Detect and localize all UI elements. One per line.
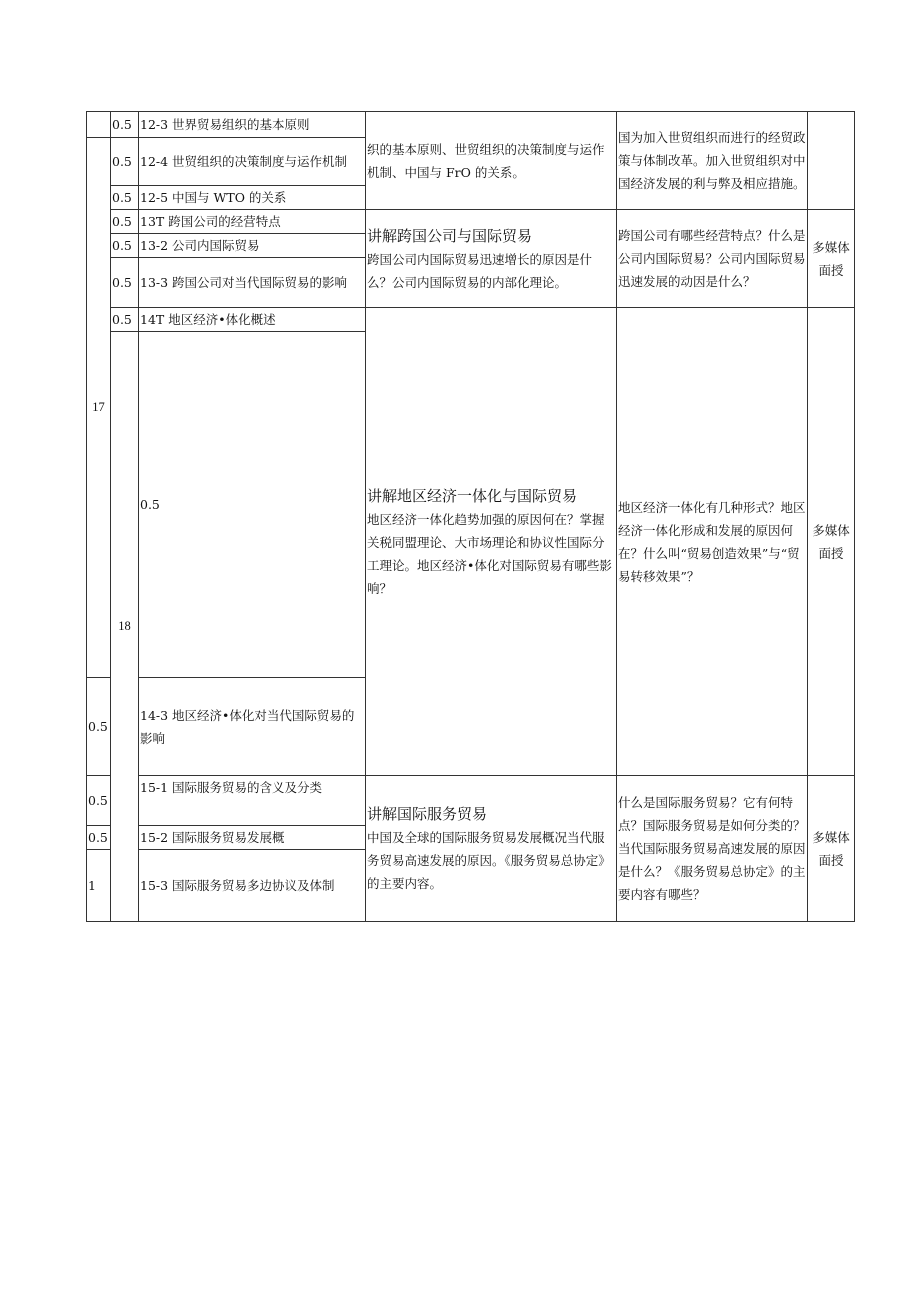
content-text: 中国及全球的国际服务贸易发展概况当代服务贸易高速发展的原因。《服务贸易总协定》的主要内容。 [367, 830, 611, 891]
questions-cell: 国为加入世贸组织而进行的经贸政策与体制改革。加入世贸组织对中国经济发展的利与弊及相应措施。 [617, 112, 808, 210]
topic-cell: 12-3 世界贸易组织的基本原则 [139, 112, 366, 138]
topic-cell: 15-3 国际服务贸易多边协议及体制 [139, 850, 366, 922]
mode-cell: 多媒体面授 [808, 210, 855, 308]
table-row [87, 776, 855, 826]
hours-cell: 1 [87, 850, 111, 922]
topic-cell: 12-4 世贸组织的决策制度与运作机制 [139, 138, 366, 186]
topic-cell: 13T 跨国公司的经营特点 [139, 210, 366, 234]
mode-cell: 多媒体面授 [808, 776, 855, 922]
hours-cell: 0.5 [87, 826, 111, 850]
hours-cell: 0.5 [111, 258, 139, 308]
topic-cell: 15-1 国际服务贸易的含义及分类 [139, 776, 366, 826]
content-cell [366, 210, 617, 308]
week-cell: 18 [111, 332, 139, 922]
hours-cell: 0.5 [87, 776, 111, 826]
topic-cell: 15-2 国际服务贸易发展概 [139, 826, 366, 850]
section-heading: 讲解跨国公司与国际贸易 [367, 226, 533, 245]
hours-cell: 0.5 [111, 186, 139, 210]
hours-cell: 0.5 [111, 112, 139, 138]
topic-cell: 14-3 地区经济•体化对当代国际贸易的影响 [139, 678, 366, 776]
table-row [87, 210, 855, 234]
content-text: 地区经济一体化趋势加强的原因何在？掌握关税同盟理论、大市场理论和协议性国际分工理论。地区经济•体化对国际贸易有哪些影响？ [367, 511, 612, 596]
section-heading: 讲解地区经济一体化与国际贸易 [367, 486, 578, 505]
questions-cell: 地区经济一体化有几种形式？地区经济一体化形成和发展的原因何在？什么叫“贸易创造效果”与“贸易转移效果”？ [617, 308, 808, 776]
questions-cell: 跨国公司有哪些经营特点？什么是公司内国际贸易？公司内国际贸易迅速发展的动因是什么？ [617, 210, 808, 308]
table-row [87, 308, 855, 332]
week-cell-blank [87, 112, 111, 138]
section-heading: 讲解国际服务贸易 [367, 805, 488, 823]
table-row [87, 112, 855, 138]
hours-cell: 0.5 [111, 210, 139, 234]
topic-cell: 13-2 公司内国际贸易 [139, 234, 366, 258]
content-text: 织的基本原则、世贸组织的决策制度与运作机制、中国与 FrO 的关系。 [367, 141, 605, 180]
hours-cell: 0.5 [139, 332, 366, 678]
mode-cell [808, 112, 855, 210]
content-cell [366, 112, 617, 210]
content-text: 跨国公司内国际贸易迅速增长的原因是什么？公司内国际贸易的内部化理论。 [367, 251, 593, 290]
course-schedule-table [86, 111, 855, 922]
hours-cell: 0.5 [111, 234, 139, 258]
topic-cell: 12-5 中国与 WTO 的关系 [139, 186, 366, 210]
hours-cell: 0.5 [111, 138, 139, 186]
hours-cell: 0.5 [87, 678, 111, 776]
content-cell [366, 776, 617, 922]
mode-cell: 多媒体面授 [808, 308, 855, 776]
topic-cell: 13-3 跨国公司对当代国际贸易的影响 [139, 258, 366, 308]
hours-cell: 0.5 [111, 308, 139, 332]
content-cell [366, 308, 617, 776]
questions-cell: 什么是国际服务贸易？它有何特点？国际服务贸易是如何分类的？当代国际服务贸易高速发展的原因是什么？《服务贸易总协定》的主要内容有哪些？ [617, 776, 808, 922]
topic-cell: 14T 地区经济•体化概述 [139, 308, 366, 332]
week-cell: 17 [87, 138, 111, 678]
